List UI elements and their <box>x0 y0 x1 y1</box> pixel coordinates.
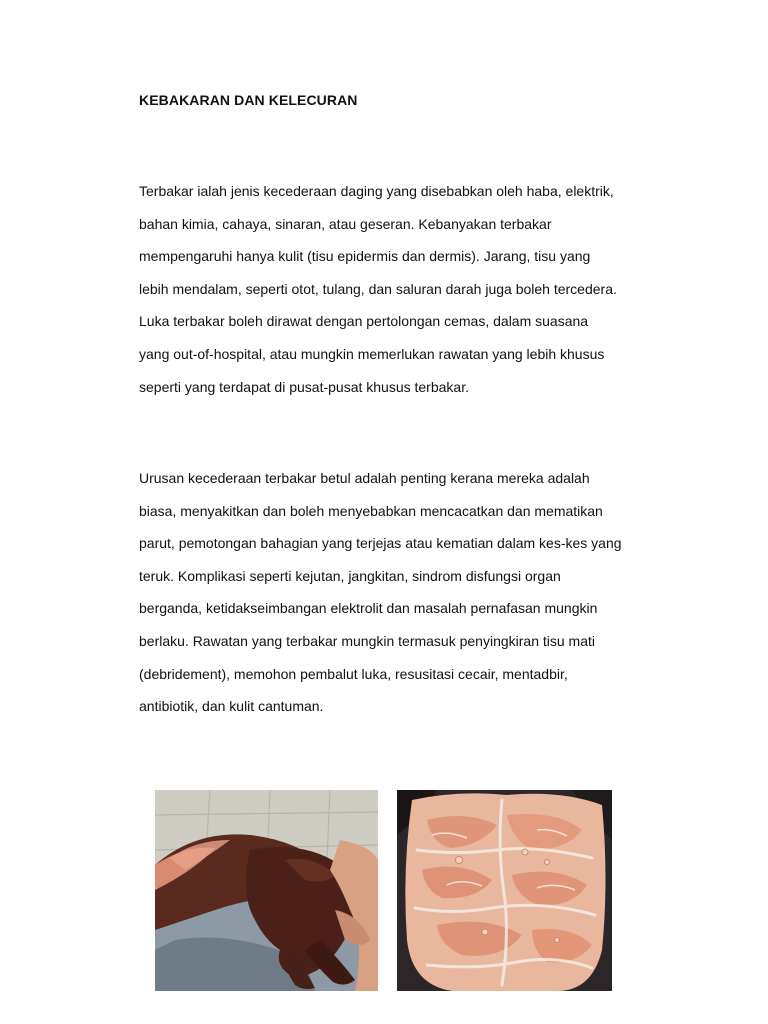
paragraph-line: lebih mendalam, seperti otot, tulang, dan saluran darah juga boleh tercedera. <box>139 280 617 297</box>
paragraph-line: biasa, menyakitkan dan boleh menyebabkan mencacatkan dan mematikan <box>139 502 603 519</box>
paragraph-line: mempengaruhi hanya kulit (tisu epidermis dan dermis). Jarang, tisu yang <box>139 248 591 265</box>
paragraph-line: parut, pemotongan bahagian yang terjejas atau kematian dalam kes-kes yang <box>139 535 622 552</box>
paragraph-line: antibiotik, dan kulit cantuman. <box>139 698 324 715</box>
paragraph-line: Luka terbakar boleh dirawat dengan pertolongan cemas, dalam suasana <box>139 313 589 330</box>
paragraph-line: bahan kimia, cahaya, sinaran, atau geseran. Kebanyakan terbakar <box>139 215 552 232</box>
paragraph-line: Terbakar ialah jenis kecederaan daging yang disebabkan oleh haba, elektrik, <box>139 183 614 199</box>
paragraph-1 <box>139 175 659 403</box>
document-title: KEBAKARAN DAN KELECURAN <box>139 92 358 108</box>
paragraph-line: berganda, ketidakseimbangan elektrolit dan masalah pernafasan mungkin <box>139 600 598 617</box>
paragraph-line: teruk. Komplikasi seperti kejutan, jangkitan, sindrom disfungsi organ <box>139 567 561 584</box>
paragraph-line: yang out-of-hospital, atau mungkin memerlukan rawatan yang lebih khusus <box>139 345 605 362</box>
burned-hand-photo <box>155 790 378 991</box>
paragraph-line: (debridement), memohon pembalut luka, resusitasi cecair, mentadbir, <box>139 665 568 682</box>
paragraph-line: seperti yang terdapat di pusat-pusat khusus terbakar. <box>139 378 469 395</box>
paragraph-line: berlaku. Rawatan yang terbakar mungkin termasuk penyingkiran tisu mati <box>139 632 596 649</box>
paragraph-2 <box>139 462 659 723</box>
paragraph-line: Urusan kecederaan terbakar betul adalah penting kerana mereka adalah <box>139 470 590 486</box>
burned-chest-illustration <box>397 790 612 991</box>
burned-hand-illustration <box>155 790 378 991</box>
burned-chest-photo <box>397 790 612 991</box>
